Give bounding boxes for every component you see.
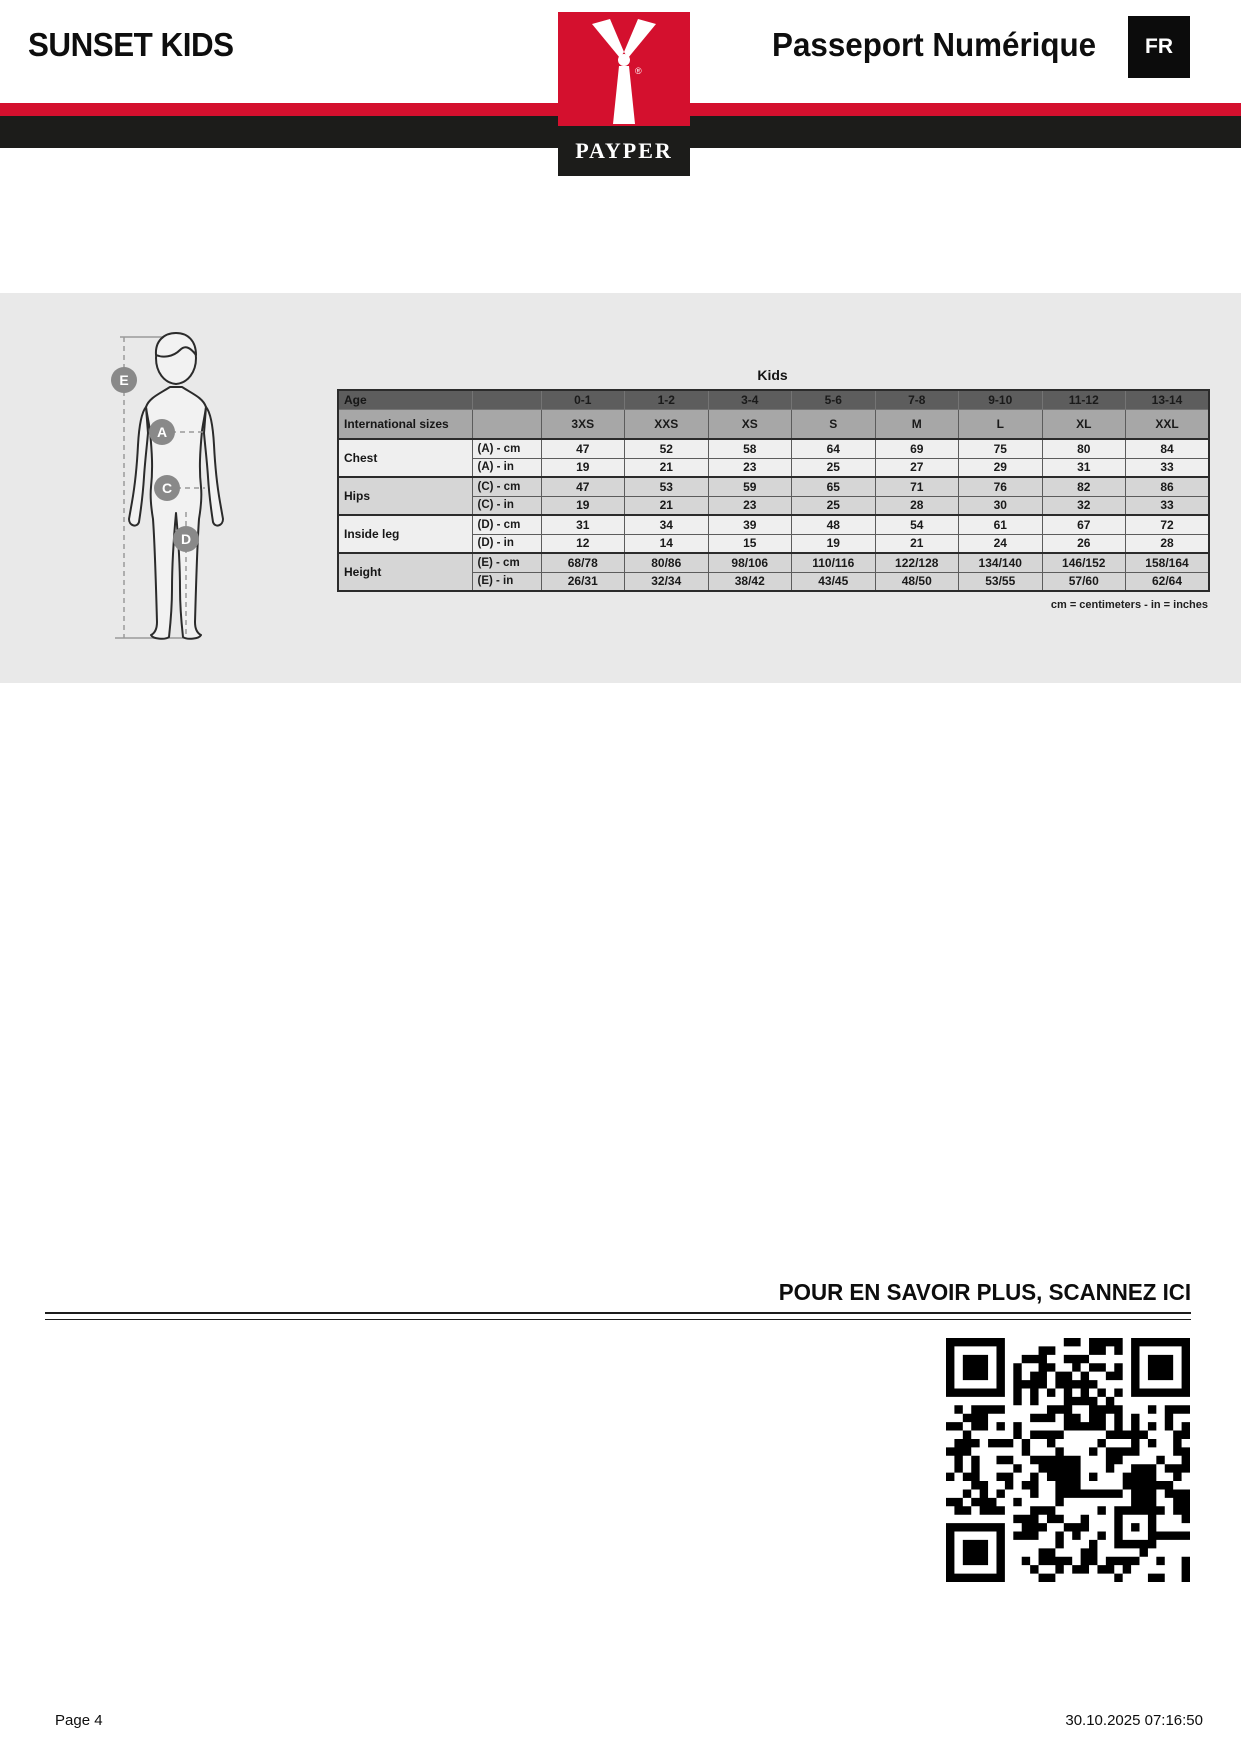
measurement-value-cell: 19 [541, 458, 625, 477]
measurement-value-cell: 58 [708, 439, 792, 458]
measurement-value-cell: 21 [625, 496, 709, 515]
units-footnote: cm = centimeters - in = inches [1050, 599, 1208, 611]
measurement-row [338, 553, 1209, 572]
size-chart-panel [0, 293, 1241, 683]
measurement-value-cell: 26/31 [541, 572, 625, 591]
age-header-row [338, 390, 1209, 409]
measurement-value-cell: 57/60 [1042, 572, 1126, 591]
measurement-value-cell: 32/34 [625, 572, 709, 591]
measurement-value-cell: 52 [625, 439, 709, 458]
measurement-value-cell: 134/140 [959, 553, 1043, 572]
measurement-value-cell: 19 [541, 496, 625, 515]
body-part-label: Hips [338, 477, 472, 515]
marker-E-label: E [119, 372, 129, 388]
age-column-header: 0-1 [541, 390, 625, 409]
size-code-cell: XXL [1126, 409, 1210, 439]
payper-logo-wordmark: PAYPER [558, 126, 690, 176]
double-rule-divider [45, 1312, 1191, 1320]
bowtie-icon [558, 12, 690, 126]
measurement-value-cell: 47 [541, 439, 625, 458]
measurement-value-cell: 28 [1126, 534, 1210, 553]
size-code-cell: M [875, 409, 959, 439]
measure-unit-label: (E) - cm [472, 553, 541, 572]
measurement-value-cell: 39 [708, 515, 792, 534]
measurement-row [338, 439, 1209, 458]
scan-cta-text: POUR EN SAVOIR PLUS, SCANNEZ ICI [778, 1279, 1191, 1305]
language-badge: FR [1128, 16, 1190, 78]
measurement-value-cell: 65 [792, 477, 876, 496]
measurement-value-cell: 26 [1042, 534, 1126, 553]
table-title: Kids [757, 367, 788, 383]
age-column-header: 1-2 [625, 390, 709, 409]
measurement-value-cell: 62/64 [1126, 572, 1210, 591]
measure-unit-label: (D) - cm [472, 515, 541, 534]
measurement-value-cell: 34 [625, 515, 709, 534]
measurement-value-cell: 61 [959, 515, 1043, 534]
measurement-value-cell: 24 [959, 534, 1043, 553]
measurement-value-cell: 12 [541, 534, 625, 553]
measurement-value-cell: 76 [959, 477, 1043, 496]
registered-mark: ® [635, 66, 642, 76]
measurement-value-cell: 110/116 [792, 553, 876, 572]
body-part-label: Chest [338, 439, 472, 477]
measurement-value-cell: 19 [792, 534, 876, 553]
marker-D-label: D [180, 531, 192, 547]
measure-unit-label: (C) - in [472, 496, 541, 515]
age-column-header: 5-6 [792, 390, 876, 409]
page-number: Page 4 [55, 1712, 103, 1729]
measurement-value-cell: 31 [1042, 458, 1126, 477]
age-header-label: Age [338, 390, 472, 409]
measurement-value-cell: 53 [625, 477, 709, 496]
body-part-label: Height [338, 553, 472, 591]
marker-A-label: A [156, 424, 168, 440]
sizes-row-label: International sizes [338, 409, 472, 439]
age-column-header: 11-12 [1042, 390, 1126, 409]
measurement-value-cell: 15 [708, 534, 792, 553]
measurement-row [338, 515, 1209, 534]
size-code-cell: L [959, 409, 1043, 439]
doc-title: Passeport Numérique [771, 26, 1096, 63]
measure-unit-label: (D) - in [472, 534, 541, 553]
measurement-value-cell: 54 [875, 515, 959, 534]
measurement-value-cell: 75 [959, 439, 1043, 458]
marker-C-label: C [161, 480, 173, 496]
measurement-value-cell: 25 [792, 458, 876, 477]
qr-code [946, 1338, 1190, 1582]
product-title: SUNSET KIDS [28, 26, 234, 63]
measurement-value-cell: 27 [875, 458, 959, 477]
payper-logo [558, 12, 690, 176]
size-code-cell: XL [1042, 409, 1126, 439]
measurement-value-cell: 67 [1042, 515, 1126, 534]
measurement-value-cell: 32 [1042, 496, 1126, 515]
size-code-cell: XS [708, 409, 792, 439]
measurement-value-cell: 25 [792, 496, 876, 515]
measurement-value-cell: 48/50 [875, 572, 959, 591]
measurement-value-cell: 53/55 [959, 572, 1043, 591]
measurement-value-cell: 31 [541, 515, 625, 534]
measurement-value-cell: 23 [708, 458, 792, 477]
measurement-value-cell: 98/106 [708, 553, 792, 572]
measure-unit-label: (A) - cm [472, 439, 541, 458]
size-code-cell: XXS [625, 409, 709, 439]
size-table [337, 389, 1210, 592]
measurement-value-cell: 14 [625, 534, 709, 553]
measurement-value-cell: 82 [1042, 477, 1126, 496]
age-column-header: 3-4 [708, 390, 792, 409]
measurement-value-cell: 72 [1126, 515, 1210, 534]
measurement-value-cell: 64 [792, 439, 876, 458]
measurement-value-cell: 21 [625, 458, 709, 477]
size-code-cell: S [792, 409, 876, 439]
measure-unit-label: (A) - in [472, 458, 541, 477]
measurement-value-cell: 146/152 [1042, 553, 1126, 572]
age-column-header: 9-10 [959, 390, 1043, 409]
measurement-value-cell: 80/86 [625, 553, 709, 572]
measure-unit-label: (C) - cm [472, 477, 541, 496]
measurement-value-cell: 33 [1126, 496, 1210, 515]
age-column-header: 7-8 [875, 390, 959, 409]
measurement-value-cell: 59 [708, 477, 792, 496]
measurement-value-cell: 122/128 [875, 553, 959, 572]
measurement-value-cell: 69 [875, 439, 959, 458]
international-sizes-row [338, 409, 1209, 439]
measurement-row [338, 477, 1209, 496]
measurement-value-cell: 71 [875, 477, 959, 496]
measurement-value-cell: 21 [875, 534, 959, 553]
measurement-value-cell: 43/45 [792, 572, 876, 591]
measure-unit-label: (E) - in [472, 572, 541, 591]
payper-logo-mark [558, 12, 690, 126]
size-code-cell: 3XS [541, 409, 625, 439]
body-part-label: Inside leg [338, 515, 472, 553]
measurement-value-cell: 30 [959, 496, 1043, 515]
age-column-header: 13-14 [1126, 390, 1210, 409]
measurement-value-cell: 48 [792, 515, 876, 534]
sizes-row-spacer [472, 409, 541, 439]
measurement-value-cell: 86 [1126, 477, 1210, 496]
measurement-value-cell: 33 [1126, 458, 1210, 477]
age-header-spacer [472, 390, 541, 409]
measurement-value-cell: 29 [959, 458, 1043, 477]
measurement-value-cell: 47 [541, 477, 625, 496]
measurement-value-cell: 68/78 [541, 553, 625, 572]
measurement-value-cell: 84 [1126, 439, 1210, 458]
print-timestamp: 30.10.2025 07:16:50 [1065, 1712, 1203, 1729]
measurement-value-cell: 38/42 [708, 572, 792, 591]
measurement-value-cell: 28 [875, 496, 959, 515]
body-measurement-figure [95, 297, 235, 649]
measurement-value-cell: 158/164 [1126, 553, 1210, 572]
measurement-value-cell: 23 [708, 496, 792, 515]
measurement-value-cell: 80 [1042, 439, 1126, 458]
